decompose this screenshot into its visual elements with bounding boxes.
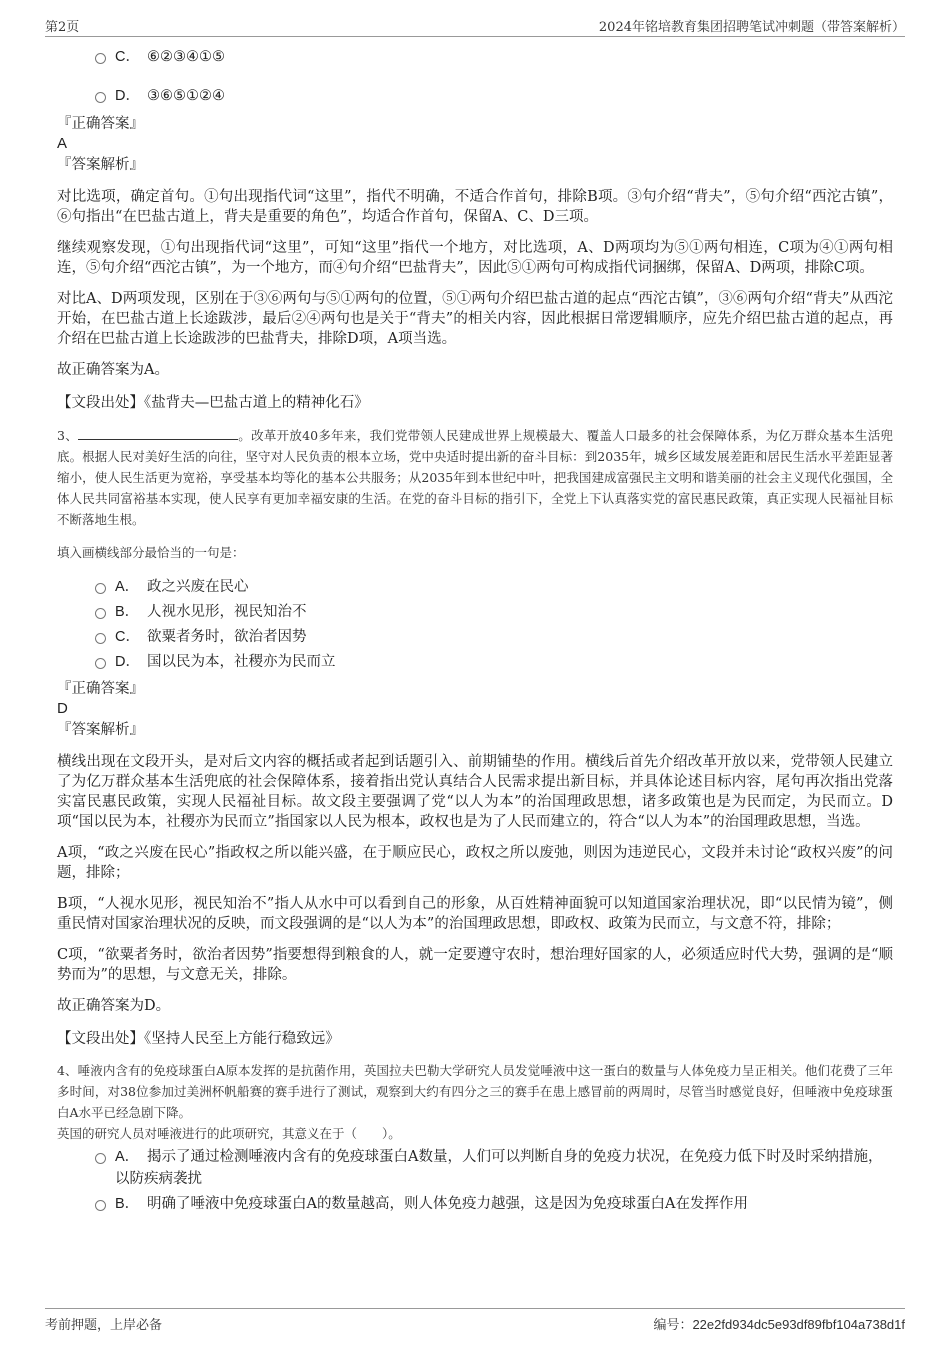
- radio-icon[interactable]: [95, 583, 106, 594]
- source-title: 《盐背夫—巴盐古道上的精神化石》: [144, 395, 369, 411]
- q3-prompt: 填入画横线部分最恰当的一句是：: [57, 545, 245, 560]
- q2-source: [57, 393, 893, 413]
- q3-option-a[interactable]: A． 政之兴废在民心: [57, 576, 893, 598]
- q4-prompt: 英国的研究人员对唾液进行的此项研究，其意义在于（ ）。: [57, 1126, 401, 1141]
- q4-option-b[interactable]: B． 明确了唾液中免疫球蛋白A的数量越高，则人体免疫力越强，这是因为免疫球蛋白A在发挥作用: [57, 1193, 893, 1215]
- q3-analysis-label: 『答案解析』: [57, 722, 144, 738]
- q2-answer-label: 『正确答案』: [57, 116, 144, 132]
- footer-slogan: 考前押题，上岸必备: [45, 1318, 163, 1333]
- radio-icon[interactable]: [95, 608, 106, 619]
- q2-option-c[interactable]: C． ⑥②③④①⑤: [57, 46, 893, 68]
- q4-option-a[interactable]: A． 揭示了通过检测唾液内含有的免疫球蛋白A数量，人们可以判断自身的免疫力状况，在免疫力低下时及时采纳措施，以防疾病袭扰: [57, 1146, 893, 1190]
- page-number: 第2页: [45, 20, 80, 35]
- q3-answer: D: [57, 700, 68, 717]
- document-id: 编号：22e2fd934dc5e93df89fbf104a738d1f: [653, 1317, 905, 1332]
- q3-answer-label: 『正确答案』: [57, 681, 144, 697]
- radio-icon[interactable]: [95, 53, 106, 64]
- q3-analysis-paragraph: B项，“人视水见形，视民知治不”指人从水中可以看到自己的形象，从百姓精神面貌可以知道国家治理状况，即“以民情为镜”，侧重民情对国家治理状况的反映，而文段强调的是“以人为本”的治国理政思想，即政权、政策为民而立，与文意不符，排除；: [57, 896, 893, 932]
- q3-option-c[interactable]: C． 欲粟者务时，欲治者因势: [57, 626, 893, 648]
- radio-icon[interactable]: [95, 1200, 106, 1211]
- q2-analysis-paragraph: 对比A、D两项发现，区别在于③⑥两句与⑤①两句的位置，⑤①两句介绍巴盐古道的起点“西沱古镇”，③⑥两句介绍“背夫”从西沱开始，在巴盐古道上长途跋涉，最后②④两句也是关于“背夫”的相关内容，因此根据日常逻辑顺序，应先介绍巴盐古道的起点，再介绍在巴盐古道上长途跋涉的巴盐背夫，排除D项，A项当选。: [57, 291, 893, 347]
- q3-analysis-paragraph: C项，“欲粟者务时，欲治者因势”指要想得到粮食的人，就一定要遵守农时，想治理好国家的人，必须适应时代大势，强调的是“顺势而为”的思想，与文意无关，排除。: [57, 947, 893, 983]
- q2-analysis-paragraph: 继续观察发现，①句出现指代词“这里”，可知“这里”指代一个地方，对比选项，A、D两项均为⑤①两句相连，C项为④①两句相连，⑤句介绍“西沱古镇”，为一个地方，而④句介绍“巴盐背夫”，因此⑤①两句可构成指代词捆绑，保留A、D两项，排除C项。: [57, 240, 893, 276]
- q3-passage: 3、 。改革开放40多年来，我们党带领人民建成世界上规模最大、覆盖人口最多的社会保障体系，为亿万群众基本生活兜底。根据人民对美好生活的向往，坚守对人民负责的根本立场，党中央适时提出新的奋斗目标：到2035年，城乡区域发展差距和居民生活水平差距显著缩小，使人民生活更为宽裕，享受基本均等化的基本公共服务；从2035年到本世纪中叶，把我国建成富强民主文明和谐美丽的社会主义现代化强国，全体人民共同富裕基本实现，使人民享有更加幸福安康的生活。在党的奋斗目标的指引下，全党上下认真落实党的富民惠民政策，真正实现人民福祉目标不断落地生根。: [57, 428, 893, 527]
- source-label: 【文段出处】: [57, 1031, 144, 1047]
- fill-blank-line: [78, 427, 238, 440]
- q3-analysis-conclusion: 故正确答案为D。: [57, 998, 171, 1014]
- source-label: 【文段出处】: [57, 395, 144, 411]
- q3-analysis-paragraph: 横线出现在文段开头，是对后文内容的概括或者起到话题引入、前期铺垫的作用。横线后首先介绍改革开放以来，党带领人民建立了为亿万群众基本生活兜底的社会保障体系，接着指出党认真结合人民需求提出新目标，并具体论述目标内容，尾句再次指出党落实富民惠民政策，实现人民福祉目标。故文段主要强调了党“以人为本”的治国理政思想，诸多政策也是为民而定，为民而立。D项“国以民为本，社稷亦为民而立”指国家以人民为根本，政权也是为了人民而建立的，符合“以人为本”的治国理政思想，当选。: [57, 754, 893, 830]
- page-header: [45, 14, 905, 37]
- q3-analysis-paragraph: A项，“政之兴废在民心”指政权之所以能兴盛，在于顺应民心，政权之所以废弛，则因为违逆民心，文段并未讨论“政权兴废”的问题，排除；: [57, 845, 893, 881]
- q2-answer: A: [57, 135, 68, 152]
- q4-passage: 4、唾液内含有的免疫球蛋白A原本发挥的是抗菌作用，英国拉夫巴勒大学研究人员发觉唾液中这一蛋白的数量与人体免疫力呈正相关。他们花费了三年多时间，对38位参加过美洲杯帆船赛的赛手进行了测试，观察到大约有四分之三的赛手在患上感冒前的两周时，尽管当时感觉良好，但唾液中免疫球蛋白A水平已经急剧下降。: [57, 1063, 893, 1120]
- radio-icon[interactable]: [95, 92, 106, 103]
- page-footer: [45, 1308, 905, 1331]
- radio-icon[interactable]: [95, 1153, 106, 1164]
- q3-option-b[interactable]: B． 人视水见形，视民知治不: [57, 601, 893, 623]
- q3-option-d[interactable]: D． 国以民为本，社稷亦为民而立: [57, 651, 893, 673]
- q2-analysis-paragraph: 对比选项，确定首句。①句出现指代词“这里”，指代不明确，不适合作首句，排除B项。③句介绍“背夫”，⑤句介绍“西沱古镇”，⑥句指出“在巴盐古道上，背夫是重要的角色”，均适合作首句，保留A、C、D三项。: [57, 189, 893, 225]
- document-body: [57, 40, 893, 1215]
- question-number: 3、: [57, 428, 79, 443]
- q2-option-d[interactable]: D． ③⑥⑤①②④: [57, 85, 893, 107]
- document-title: 2024年铭培教育集团招聘笔试冲刺题（带答案解析）: [598, 20, 905, 35]
- q3-source: [57, 1029, 893, 1049]
- radio-icon[interactable]: [95, 633, 106, 644]
- radio-icon[interactable]: [95, 658, 106, 669]
- q2-analysis-label: 『答案解析』: [57, 157, 144, 173]
- q2-analysis-conclusion: 故正确答案为A。: [57, 362, 169, 378]
- source-title: 《坚持人民至上方能行稳致远》: [144, 1031, 340, 1047]
